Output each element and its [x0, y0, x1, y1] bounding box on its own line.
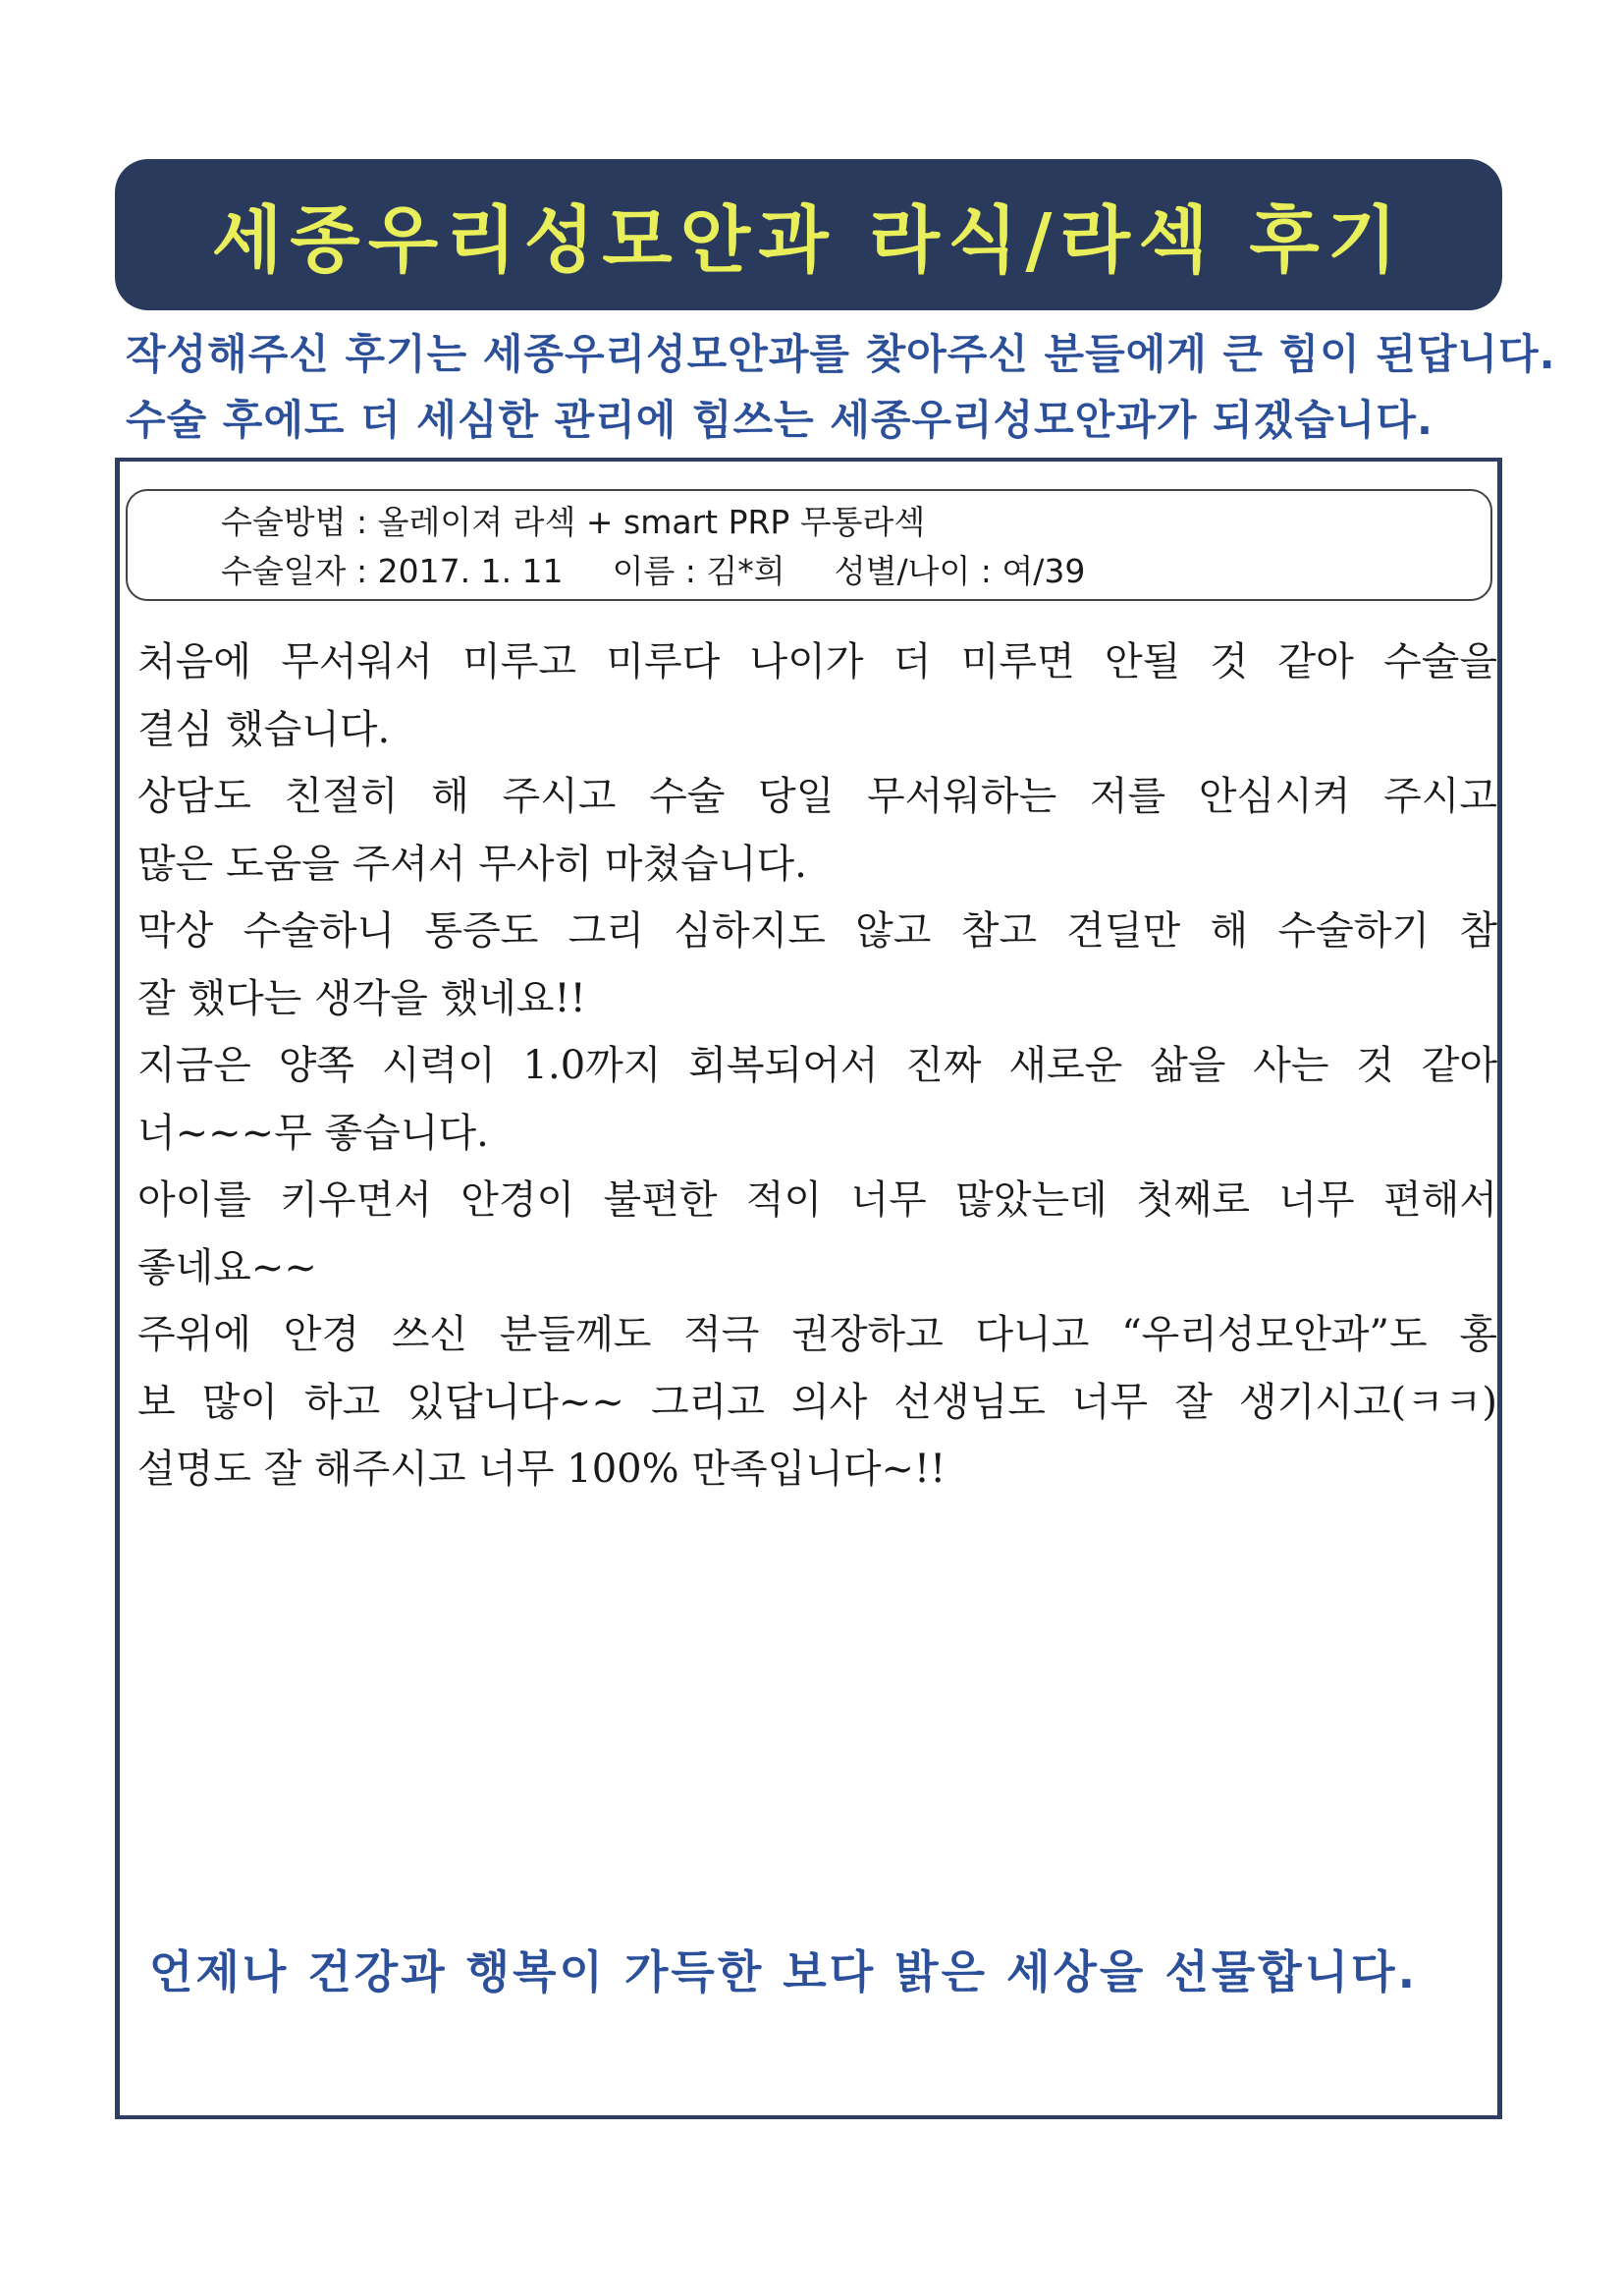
surgery-info-box — [126, 489, 1492, 601]
title-banner — [115, 159, 1502, 310]
surgery-method-row — [221, 497, 925, 543]
intro-line-2: 수술 후에도 더 세심한 관리에 힘쓰는 세종우리성모안과가 되겠습니다. — [126, 396, 1434, 444]
review-line: 처음에 무서워서 미루고 미루다 나이가 더 미루면 안될 것 같아 수술을 — [137, 639, 1497, 684]
patient-name-label: 이름 : — [612, 552, 707, 590]
review-line: 아이를 키우면서 안경이 불편한 적이 너무 많았는데 첫째로 너무 편해서 — [137, 1177, 1497, 1223]
patient-name-value: 김*희 — [706, 552, 785, 590]
review-line: 보 많이 하고 있답니다~~ 그리고 의사 선생님도 너무 잘 생기시고(ㅋㅋ) — [137, 1379, 1497, 1425]
review-line: 상담도 친절히 해 주시고 수술 당일 무서워하는 저를 안심시켜 주시고 — [137, 774, 1497, 819]
review-line: 설명도 잘 해주시고 너무 100% 만족입니다~!! — [137, 1447, 947, 1492]
surgery-method-label: 수술방법 : — [221, 503, 378, 541]
review-line: 막상 수술하니 통증도 그리 심하지도 않고 참고 견딜만 해 수술하기 참 — [137, 908, 1497, 954]
review-line: 너~~~무 좋습니다. — [137, 1110, 489, 1156]
review-body — [137, 629, 1497, 1503]
gender-age-value: 여/39 — [1001, 552, 1086, 590]
review-line: 잘 했다는 생각을 했네요!! — [137, 975, 586, 1021]
closing-slogan: 언제나 건강과 행복이 가득한 보다 밝은 세상을 선물합니다. — [149, 1945, 1419, 1998]
surgery-method-value: 올레이져 라섹 + smart PRP 무통라섹 — [377, 503, 926, 541]
gender-age-label: 성별/나이 : — [834, 552, 1002, 590]
surgery-date-label: 수술일자 : — [221, 552, 378, 590]
intro-line-1: 작성해주신 후기는 세종우리성모안과를 찾아주신 분들에게 큰 힘이 된답니다. — [126, 330, 1556, 378]
surgery-date-value: 2017. 1. 11 — [377, 552, 564, 590]
page-title: 세종우리성모안과 라식/라섹 후기 — [211, 198, 1406, 283]
review-line: 지금은 양쪽 시력이 1.0까지 회복되어서 진짜 새로운 삶을 사는 것 같아 — [137, 1043, 1497, 1088]
surgery-date-row — [221, 546, 1085, 592]
review-line: 많은 도움을 주셔서 무사히 마쳤습니다. — [137, 841, 807, 887]
review-line: 좋네요~~ — [137, 1244, 317, 1290]
review-line: 결심 했습니다. — [137, 706, 391, 752]
review-line: 주위에 안경 쓰신 분들께도 적극 권장하고 다니고 “우리성모안과”도 홍 — [137, 1312, 1497, 1357]
